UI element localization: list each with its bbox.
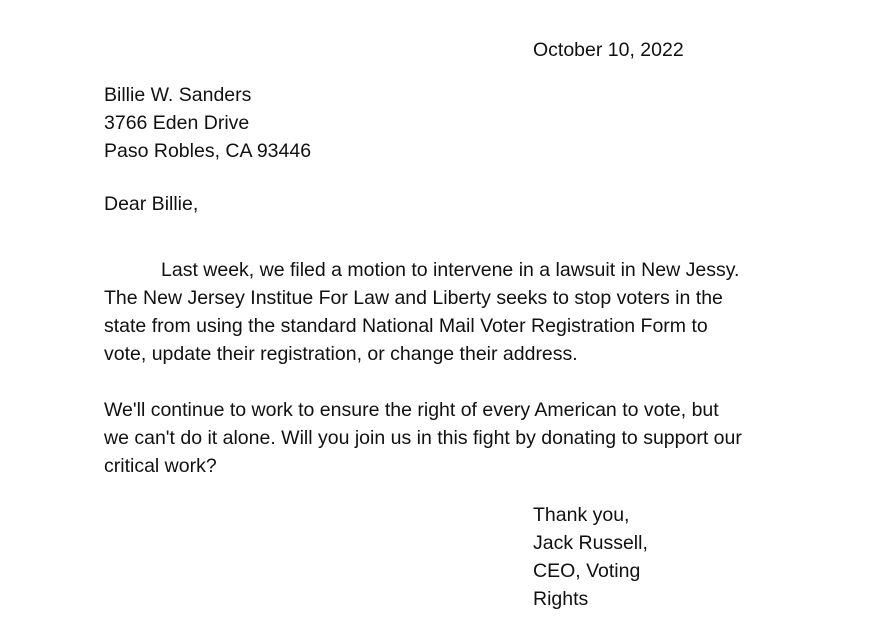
paragraph-line: we can't do it alone. Will you join us in this fight by donating to support our bbox=[104, 427, 742, 449]
closing-sign-off: Thank you, bbox=[533, 504, 630, 526]
paragraph-line: Last week, we filed a motion to intervene in a lawsuit in New Jessy. bbox=[161, 259, 740, 281]
signer-title-line-1: CEO, Voting bbox=[533, 560, 641, 582]
recipient-city-state-zip: Paso Robles, CA 93446 bbox=[104, 140, 312, 162]
letter-closing bbox=[533, 501, 648, 613]
paragraph-line: vote, update their registration, or change their address. bbox=[104, 343, 578, 365]
letter-greeting: Dear Billie, bbox=[104, 193, 199, 215]
letter-date: October 10, 2022 bbox=[533, 39, 684, 61]
recipient-street: 3766 Eden Drive bbox=[104, 112, 250, 134]
body-paragraph-2 bbox=[104, 396, 804, 480]
recipient-address bbox=[104, 81, 311, 165]
paragraph-line: The New Jersey Institue For Law and Liberty seeks to stop voters in the bbox=[104, 287, 723, 309]
paragraph-line: state from using the standard National Mail Voter Registration Form to bbox=[104, 315, 708, 337]
recipient-name: Billie W. Sanders bbox=[104, 84, 252, 106]
signer-title-line-2: Rights bbox=[533, 588, 589, 610]
paragraph-line: critical work? bbox=[104, 455, 217, 477]
paragraph-line: We'll continue to work to ensure the right of every American to vote, but bbox=[104, 399, 719, 421]
signer-name: Jack Russell, bbox=[533, 532, 648, 554]
body-paragraph-1 bbox=[104, 256, 804, 368]
